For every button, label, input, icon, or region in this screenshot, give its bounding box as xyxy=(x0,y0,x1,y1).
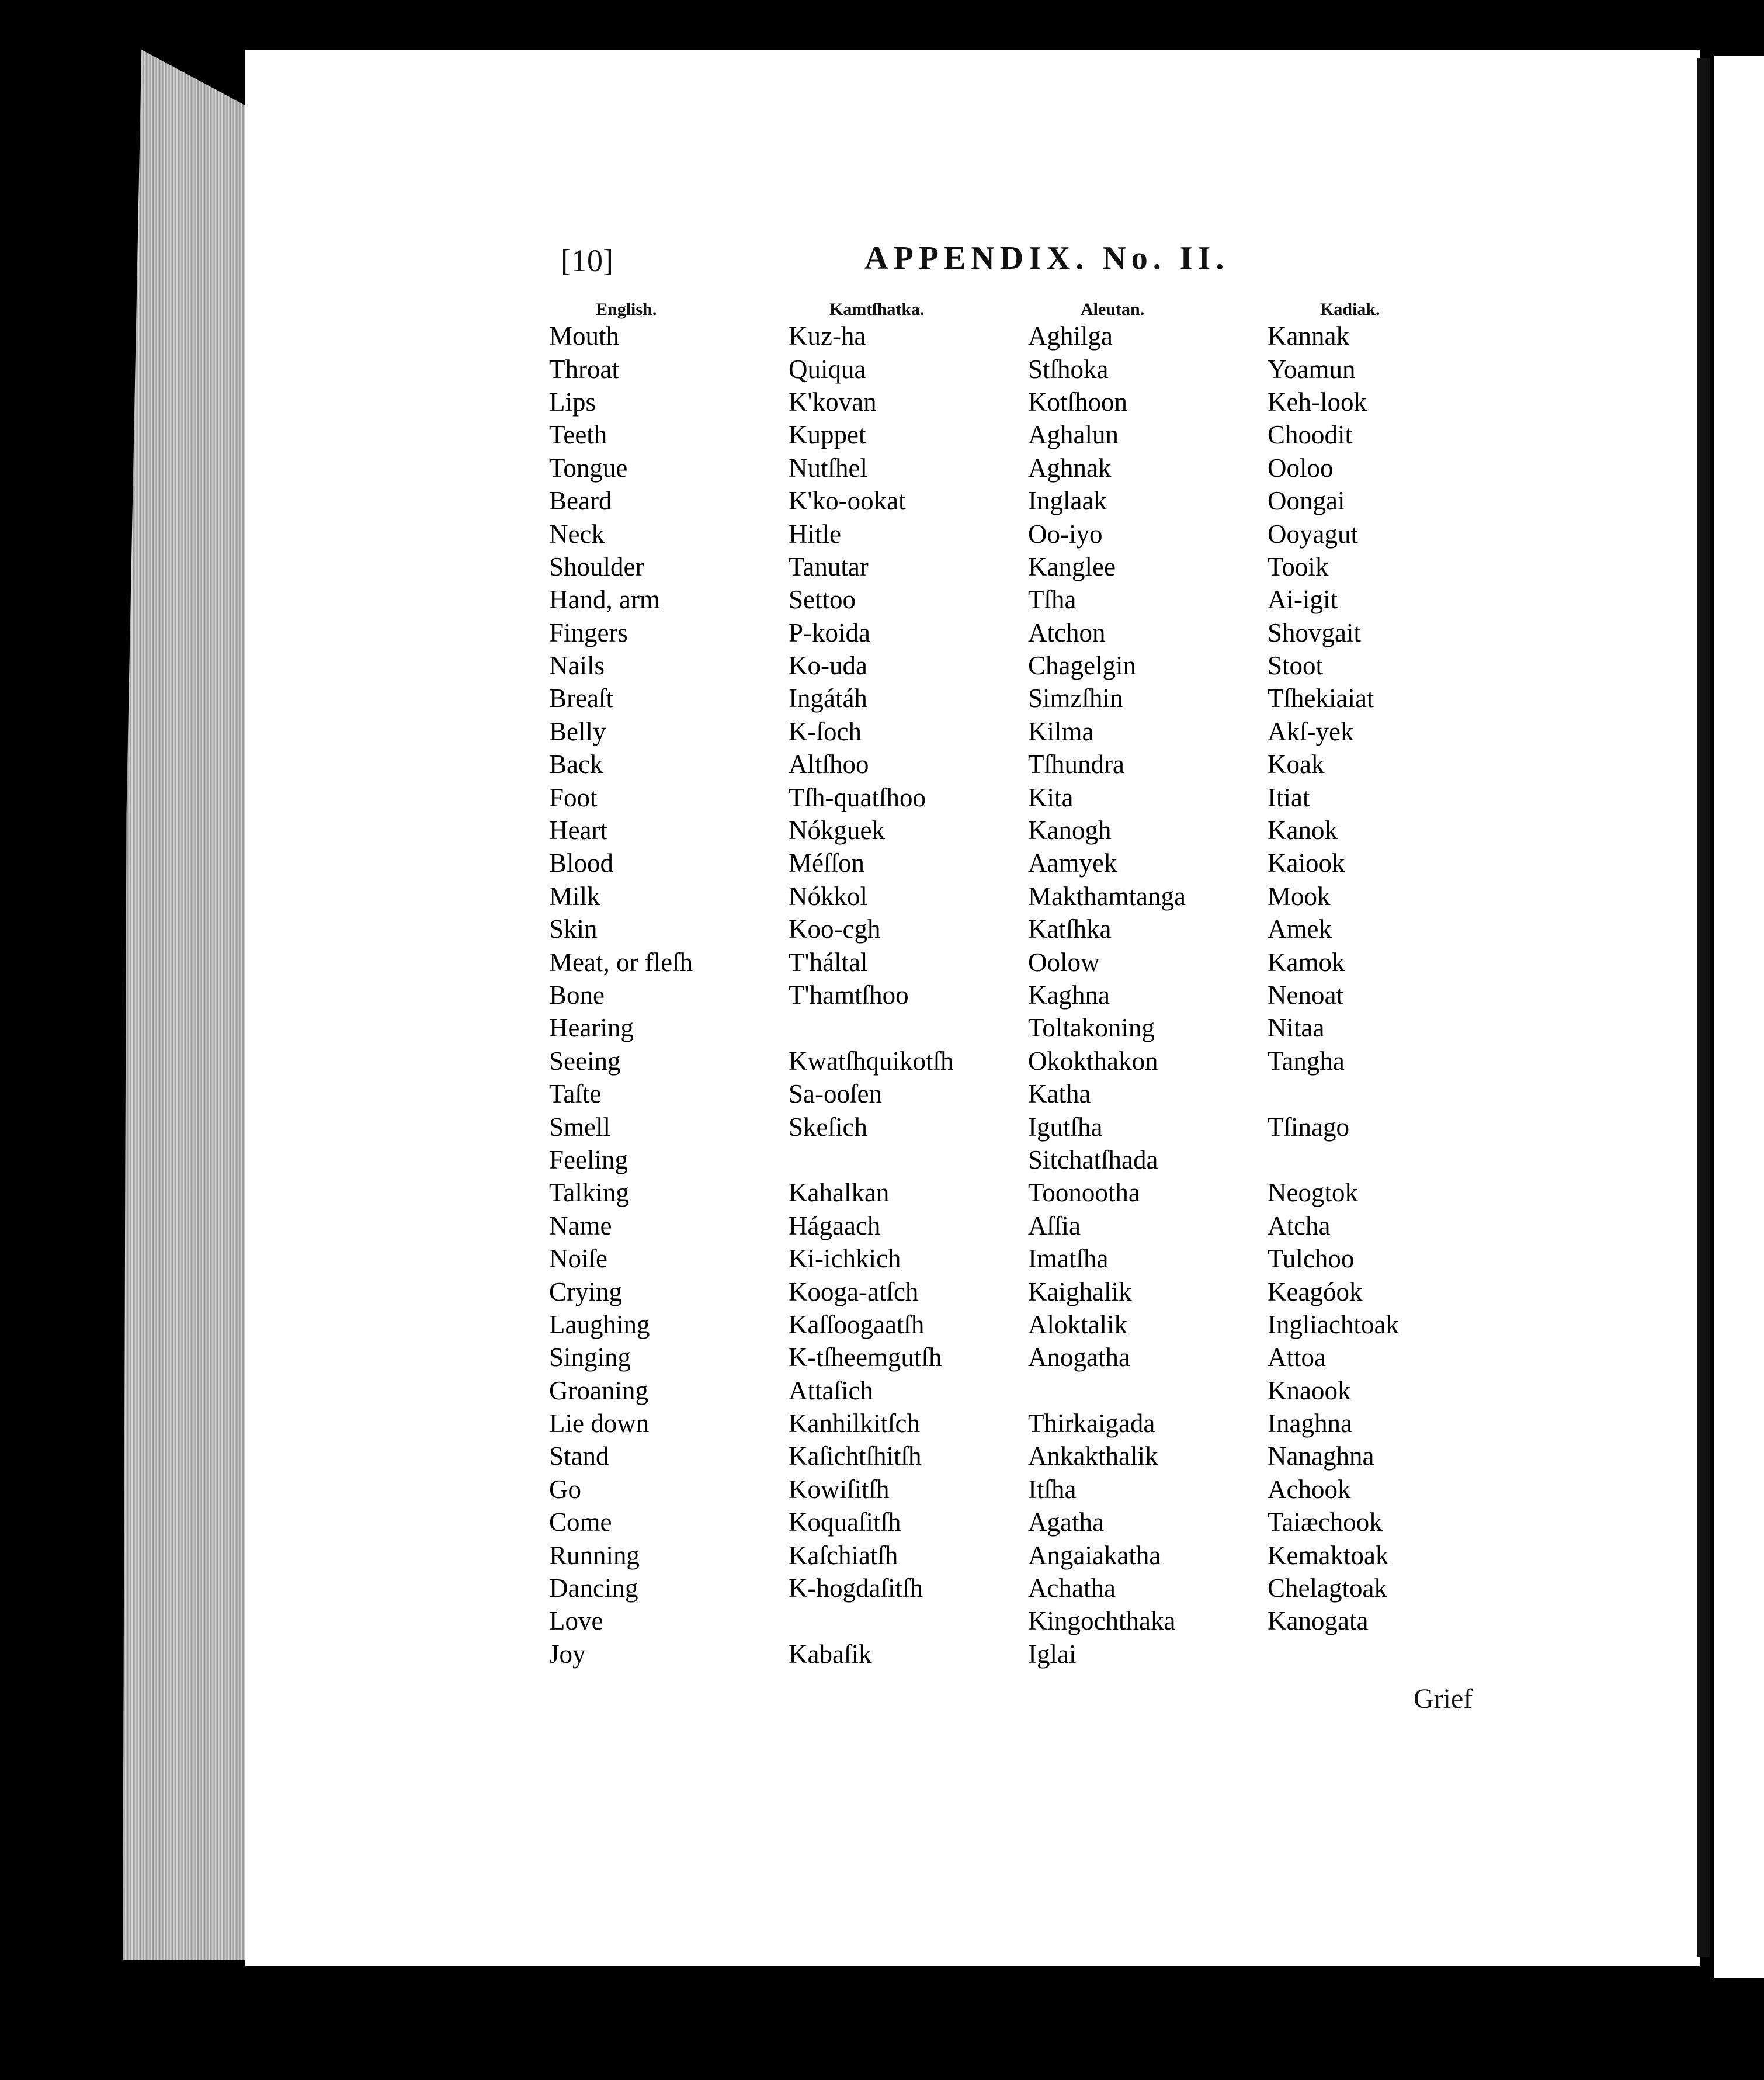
aleutan-word: Itſha xyxy=(1028,1474,1077,1504)
kadiak-word: Tangha xyxy=(1268,1046,1345,1076)
aleutan-word: Angaiakatha xyxy=(1028,1540,1161,1570)
table-row xyxy=(549,847,1449,879)
english-word: Joy xyxy=(549,1639,586,1669)
english-word: Milk xyxy=(549,881,600,911)
english-word: Feeling xyxy=(549,1145,628,1174)
facing-page-edge xyxy=(1714,56,1764,1978)
aleutan-word: Sitchatſhada xyxy=(1028,1145,1158,1174)
kamtshatka-word: K-hogdaſitſh xyxy=(789,1573,923,1603)
kamtshatka-word: Kuz-ha xyxy=(789,321,866,351)
english-word: Nails xyxy=(549,651,605,681)
table-row xyxy=(549,386,1449,418)
table-row xyxy=(549,682,1449,715)
english-word: Mouth xyxy=(549,321,620,351)
kamtshatka-word: T'hamtſhoo xyxy=(789,980,909,1010)
page-header xyxy=(561,240,1232,286)
running-title: APPENDIX. No. II. xyxy=(864,240,1230,276)
aleutan-word: Anogatha xyxy=(1028,1343,1130,1372)
table-row xyxy=(549,1506,1449,1538)
kamtshatka-word: Sa-ooſen xyxy=(789,1079,882,1109)
table-row xyxy=(549,781,1449,813)
kamtshatka-word xyxy=(789,1604,1028,1637)
page-gutter-shadow xyxy=(1697,58,1710,1957)
aleutan-word: Aſſia xyxy=(1028,1211,1081,1240)
aleutan-word: Agatha xyxy=(1028,1507,1104,1537)
aleutan-word: Kanogh xyxy=(1028,816,1112,845)
table-row xyxy=(549,649,1449,682)
english-word: Taſte xyxy=(549,1079,602,1109)
english-word: Hearing xyxy=(549,1013,634,1043)
kadiak-word: Yoamun xyxy=(1268,354,1356,384)
aleutan-word: Tſhundra xyxy=(1028,750,1124,779)
table-row xyxy=(549,715,1449,748)
kadiak-word: Oongai xyxy=(1268,486,1345,516)
kadiak-word: Kannak xyxy=(1268,321,1349,351)
table-row xyxy=(549,616,1449,649)
table-row xyxy=(549,1242,1449,1275)
aleutan-word: Kotſhoon xyxy=(1028,387,1128,417)
table-row xyxy=(549,1473,1449,1506)
table-row xyxy=(549,1011,1449,1044)
kamtshatka-word: Kaſichtſhitſh xyxy=(789,1441,922,1471)
kamtshatka-word: Quiqua xyxy=(789,354,866,384)
kamtshatka-word: Kaſchiatſh xyxy=(789,1540,898,1570)
column-header-kadiak: Kadiak. xyxy=(1320,300,1380,319)
english-word: Lips xyxy=(549,387,596,417)
table-row xyxy=(549,320,1449,352)
table-row xyxy=(549,418,1449,451)
english-word: Lie down xyxy=(549,1409,650,1438)
aleutan-word: Kanglee xyxy=(1028,552,1116,581)
kadiak-word: Nenoat xyxy=(1268,980,1343,1010)
catchword: Grief xyxy=(1414,1683,1473,1714)
kadiak-word: Nitaa xyxy=(1268,1013,1325,1043)
kamtshatka-word: Ki-ichkich xyxy=(789,1244,901,1274)
aleutan-word: Kaighalik xyxy=(1028,1277,1132,1306)
kadiak-word: Akſ-yek xyxy=(1268,716,1354,746)
english-word: Heart xyxy=(549,816,607,845)
aleutan-word: Aghnak xyxy=(1028,453,1112,483)
aleutan-word: Kaghna xyxy=(1028,980,1110,1010)
kadiak-word: Kanok xyxy=(1268,816,1338,845)
page-number: [10] xyxy=(561,243,613,278)
aleutan-word: Chagelgin xyxy=(1028,651,1136,681)
english-word: Stand xyxy=(549,1441,609,1471)
english-word: Smell xyxy=(549,1112,611,1142)
english-word: Running xyxy=(549,1540,640,1570)
english-word: Talking xyxy=(549,1178,629,1208)
kamtshatka-word: Ko-uda xyxy=(789,651,867,681)
column-header-row xyxy=(549,289,1449,320)
kadiak-word xyxy=(1268,1638,1449,1670)
english-word: Teeth xyxy=(549,420,607,450)
kamtshatka-word: K'kovan xyxy=(789,387,877,417)
kadiak-word: Ai-igit xyxy=(1268,585,1338,615)
aleutan-word: Atchon xyxy=(1028,618,1106,647)
kamtshatka-word: Kabaſik xyxy=(789,1639,872,1669)
kadiak-word: Inaghna xyxy=(1268,1409,1352,1438)
table-row xyxy=(549,880,1449,913)
kadiak-word: Kemaktoak xyxy=(1268,1540,1389,1570)
aleutan-word: Aamyek xyxy=(1028,848,1117,878)
table-row xyxy=(549,1374,1449,1407)
kadiak-word: Knaook xyxy=(1268,1375,1351,1405)
vocabulary-rows xyxy=(549,320,1449,1670)
kadiak-word: Itiat xyxy=(1268,782,1310,812)
table-row xyxy=(549,517,1449,550)
kamtshatka-word: T'háltal xyxy=(789,947,868,977)
table-row xyxy=(549,484,1449,517)
kadiak-word: Achook xyxy=(1268,1474,1351,1504)
english-word: Come xyxy=(549,1507,612,1537)
kadiak-word: Tulchoo xyxy=(1268,1244,1355,1274)
kadiak-word: Neogtok xyxy=(1268,1178,1358,1208)
kadiak-word: Tſinago xyxy=(1268,1112,1349,1142)
table-row xyxy=(549,452,1449,484)
aleutan-word: Simzſhin xyxy=(1028,684,1123,713)
english-word: Crying xyxy=(549,1277,623,1306)
english-word: Dancing xyxy=(549,1573,638,1603)
english-word: Tongue xyxy=(549,453,628,483)
table-row xyxy=(549,1341,1449,1374)
table-row xyxy=(549,583,1449,616)
aleutan-word: Aghilga xyxy=(1028,321,1113,351)
kamtshatka-word: Kooga-atſch xyxy=(789,1277,919,1306)
kamtshatka-word: Skeſich xyxy=(789,1112,867,1142)
table-row xyxy=(549,945,1449,978)
table-row xyxy=(549,1209,1449,1242)
kamtshatka-word: Kaſſoogaatſh xyxy=(789,1309,925,1339)
kamtshatka-word: Tanutar xyxy=(789,552,869,581)
aleutan-word: Oo-iyo xyxy=(1028,519,1103,549)
aleutan-word: Aghalun xyxy=(1028,420,1119,450)
aleutan-word xyxy=(1028,1374,1268,1407)
kadiak-word: Attoa xyxy=(1268,1343,1326,1372)
kamtshatka-word: Ingátáh xyxy=(789,684,867,713)
table-row xyxy=(549,1604,1449,1637)
english-word: Name xyxy=(549,1211,612,1240)
aleutan-word: Thirkaigada xyxy=(1028,1409,1155,1438)
kamtshatka-word: Tſh-quatſhoo xyxy=(789,782,926,812)
kadiak-word: Amek xyxy=(1268,914,1332,944)
kadiak-word: Kanogata xyxy=(1268,1606,1369,1636)
table-row xyxy=(549,1176,1449,1209)
kamtshatka-word: Koo-cgh xyxy=(789,914,881,944)
aleutan-word: Imatſha xyxy=(1028,1244,1109,1274)
english-word: Belly xyxy=(549,716,606,746)
aleutan-word: Kingochthaka xyxy=(1028,1606,1176,1636)
table-row xyxy=(549,1143,1449,1176)
kamtshatka-word: Kahalkan xyxy=(789,1178,890,1208)
table-row xyxy=(549,1045,1449,1077)
table-row xyxy=(549,1077,1449,1110)
kadiak-word: Keagóok xyxy=(1268,1277,1363,1306)
kamtshatka-word: Settoo xyxy=(789,585,856,615)
table-row xyxy=(549,748,1449,781)
column-header-aleutan: Aleutan. xyxy=(1081,300,1145,319)
aleutan-word: Oolow xyxy=(1028,947,1100,977)
kamtshatka-word: Nutſhel xyxy=(789,453,867,483)
english-word: Noiſe xyxy=(549,1244,607,1274)
table-row xyxy=(549,979,1449,1011)
table-row xyxy=(549,913,1449,945)
english-word: Hand, arm xyxy=(549,585,660,615)
kadiak-word: Mook xyxy=(1268,881,1331,911)
english-word: Skin xyxy=(549,914,598,944)
table-row xyxy=(549,550,1449,583)
kadiak-word xyxy=(1268,1077,1449,1110)
kamtshatka-word: K-ſoch xyxy=(789,716,862,746)
kamtshatka-word: Hitle xyxy=(789,519,841,549)
kamtshatka-word: Altſhoo xyxy=(789,750,869,779)
kadiak-word: Tooik xyxy=(1268,552,1329,581)
kadiak-word xyxy=(1268,1143,1449,1176)
aleutan-word: Toltakoning xyxy=(1028,1013,1155,1043)
english-word: Beard xyxy=(549,486,612,516)
column-header-english: English. xyxy=(596,300,657,319)
kadiak-word: Ingliachtoak xyxy=(1268,1309,1399,1339)
kadiak-word: Nanaghna xyxy=(1268,1441,1374,1471)
aleutan-word: Tſha xyxy=(1028,585,1077,615)
english-word: Back xyxy=(549,750,603,779)
aleutan-word: Makthamtanga xyxy=(1028,881,1186,911)
kadiak-word: Tſhekiaiat xyxy=(1268,684,1374,713)
kadiak-word: Chelagtoak xyxy=(1268,1573,1387,1603)
kamtshatka-word: Attaſich xyxy=(789,1375,873,1405)
kamtshatka-word: Méſſon xyxy=(789,848,864,878)
table-row xyxy=(549,1275,1449,1308)
english-word: Go xyxy=(549,1474,581,1504)
column-header-kamtshatka: Kamtſhatka. xyxy=(829,300,925,319)
kamtshatka-word xyxy=(789,1011,1028,1044)
kamtshatka-word xyxy=(789,1143,1028,1176)
aleutan-word: Katha xyxy=(1028,1079,1091,1109)
kadiak-word: Stoot xyxy=(1268,651,1324,681)
english-word: Groaning xyxy=(549,1375,648,1405)
kadiak-word: Kaiook xyxy=(1268,848,1345,878)
english-word: Shoulder xyxy=(549,552,644,581)
english-word: Breaſt xyxy=(549,684,613,713)
english-word: Meat, or fleſh xyxy=(549,947,693,977)
kamtshatka-word: Koquaſitſh xyxy=(789,1507,901,1537)
english-word: Laughing xyxy=(549,1309,650,1339)
aleutan-word: Ankakthalik xyxy=(1028,1441,1158,1471)
table-row xyxy=(549,352,1449,385)
kadiak-word: Shovgait xyxy=(1268,618,1362,647)
table-row xyxy=(549,814,1449,847)
kadiak-word: Choodit xyxy=(1268,420,1353,450)
english-word: Neck xyxy=(549,519,605,549)
kadiak-word: Ooloo xyxy=(1268,453,1334,483)
table-row xyxy=(549,1308,1449,1341)
kadiak-word: Taiæchook xyxy=(1268,1507,1383,1537)
kamtshatka-word: Kuppet xyxy=(789,420,866,450)
kamtshatka-word: K'ko-ookat xyxy=(789,486,906,516)
kamtshatka-word: Kwatſhquikotſh xyxy=(789,1046,954,1076)
kamtshatka-word: Kowiſitſh xyxy=(789,1474,890,1504)
aleutan-word: Toonootha xyxy=(1028,1178,1140,1208)
kamtshatka-word: Nókkol xyxy=(789,881,867,911)
kadiak-word: Ooyagut xyxy=(1268,519,1358,549)
kamtshatka-word: Nókguek xyxy=(789,816,885,845)
kamtshatka-word: K-tſheemgutſh xyxy=(789,1343,942,1372)
vocabulary-table xyxy=(549,289,1449,1670)
aleutan-word: Igutſha xyxy=(1028,1112,1103,1142)
aleutan-word: Kita xyxy=(1028,782,1074,812)
table-row xyxy=(549,1407,1449,1440)
kadiak-word: Kamok xyxy=(1268,947,1345,977)
english-word: Seeing xyxy=(549,1046,621,1076)
kamtshatka-word: Hágaach xyxy=(789,1211,881,1240)
aleutan-word: Inglaak xyxy=(1028,486,1107,516)
table-row xyxy=(549,1110,1449,1143)
kadiak-word: Keh-look xyxy=(1268,387,1367,417)
kamtshatka-word: P-koida xyxy=(789,618,870,647)
aleutan-word: Stſhoka xyxy=(1028,354,1109,384)
english-word: Fingers xyxy=(549,618,628,647)
aleutan-word: Okokthakon xyxy=(1028,1046,1158,1076)
kamtshatka-word: Kanhilkitſch xyxy=(789,1409,920,1438)
kadiak-word: Koak xyxy=(1268,750,1325,779)
english-word: Blood xyxy=(549,848,614,878)
table-row xyxy=(549,1440,1449,1472)
kadiak-word: Atcha xyxy=(1268,1211,1331,1240)
english-word: Foot xyxy=(549,782,598,812)
aleutan-word: Iglai xyxy=(1028,1639,1077,1669)
aleutan-word: Kilma xyxy=(1028,716,1094,746)
table-row xyxy=(549,1572,1449,1604)
table-row xyxy=(549,1538,1449,1571)
english-word: Singing xyxy=(549,1343,631,1372)
english-word: Throat xyxy=(549,354,619,384)
table-row xyxy=(549,1638,1449,1670)
aleutan-word: Achatha xyxy=(1028,1573,1116,1603)
english-word: Love xyxy=(549,1606,603,1636)
book-page-edges xyxy=(123,50,248,1960)
aleutan-word: Aloktalik xyxy=(1028,1309,1127,1339)
aleutan-word: Katſhka xyxy=(1028,914,1112,944)
english-word: Bone xyxy=(549,980,605,1010)
